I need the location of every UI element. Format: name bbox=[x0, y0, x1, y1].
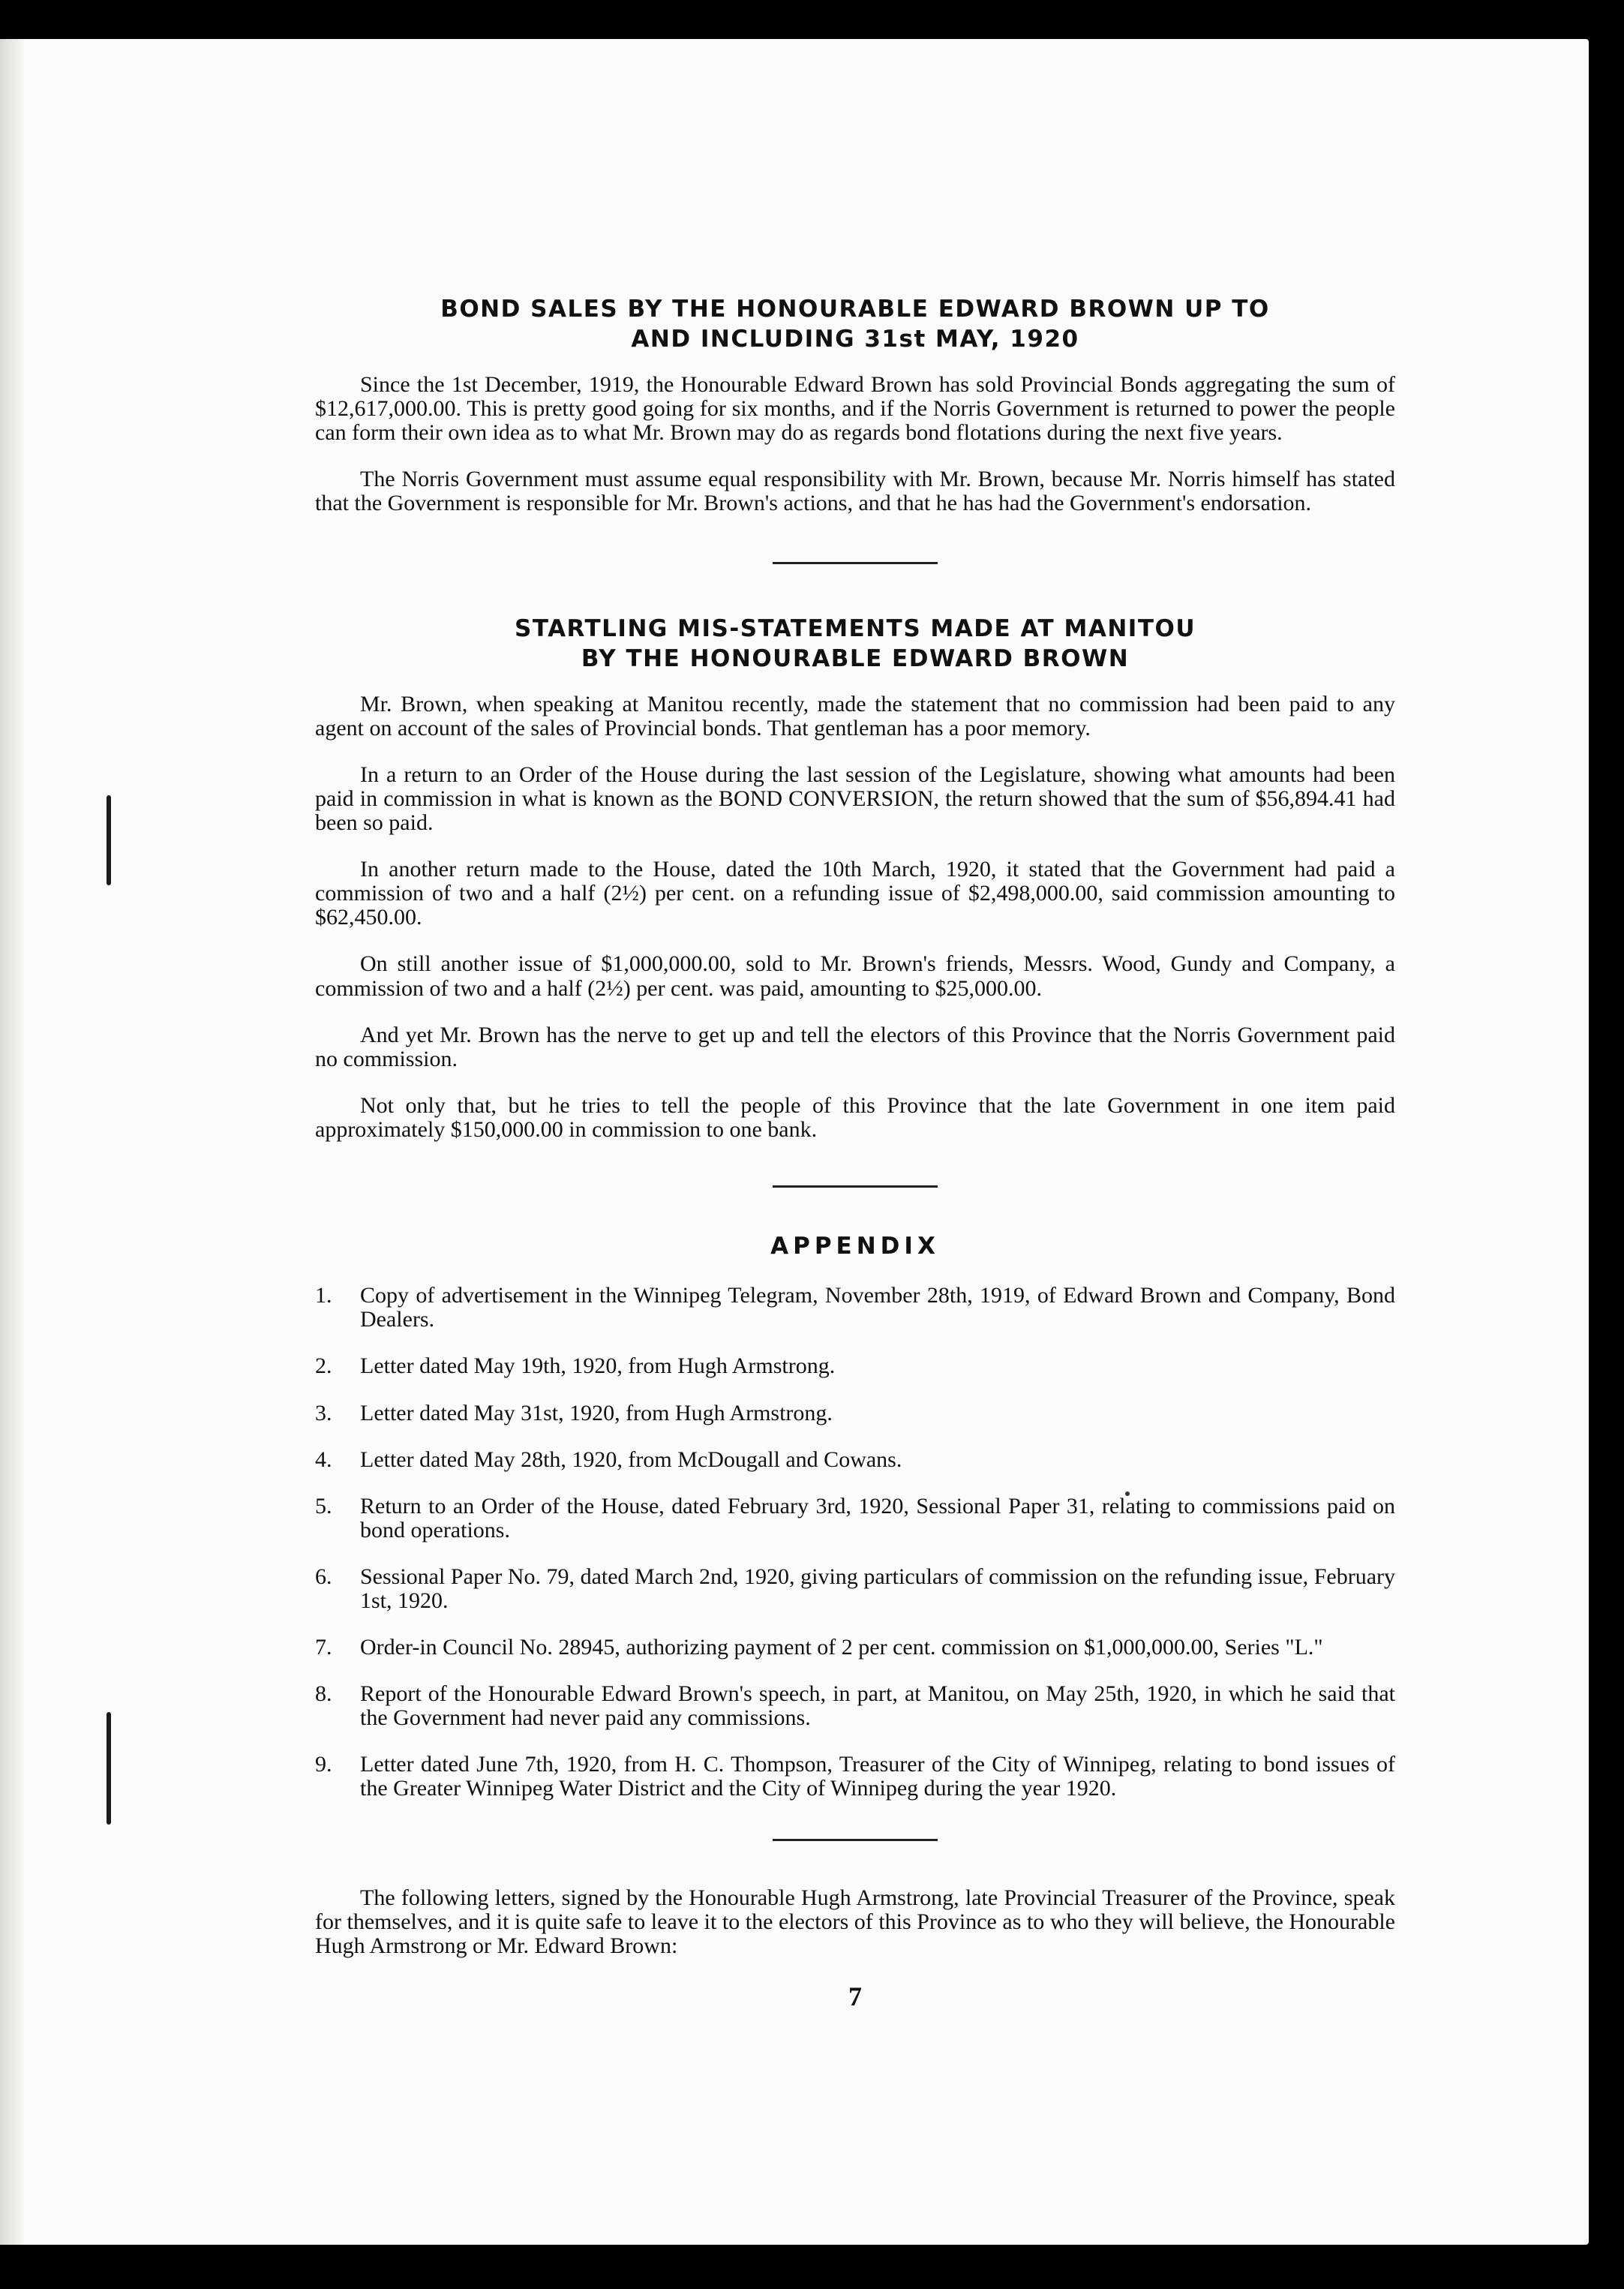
binding-mark-upper bbox=[107, 795, 111, 885]
item-text: Letter dated June 7th, 1920, from H. C. Thompson, Treasurer of the City of Winnipeg, relating to bond issues of the Greater Winnipeg Water District and the City of Winnipeg during the year 1920. bbox=[360, 1752, 1395, 1801]
item-text: Return to an Order of the House, dated February 3rd, 1920, Sessional Paper 31, relating to commissions paid on bond operations. bbox=[360, 1493, 1395, 1543]
paragraph: Not only that, but he tries to tell the people of this Province that the late Government in one item paid approximately $150,000.00 in commission to one bank. bbox=[315, 1092, 1395, 1142]
list-item bbox=[315, 1494, 1395, 1543]
paragraph: Since the 1st December, 1919, the Honourable Edward Brown has sold Provincial Bonds aggregating the sum of $12,617,000.00. This is pretty good going for six months, and if the Norris Government is returned to power the people can form their own idea as to what Mr. Brown may do as regards bond flotations during the next five years. bbox=[315, 371, 1395, 445]
mis-statements-heading bbox=[315, 614, 1395, 674]
item-number: 5. bbox=[315, 1493, 332, 1518]
paragraph: And yet Mr. Brown has the nerve to get up and tell the electors of this Province that the Norris Government paid no commission. bbox=[315, 1022, 1395, 1071]
item-text: Letter dated May 19th, 1920, from Hugh Armstrong. bbox=[360, 1353, 836, 1379]
bond-sales-heading-line2: AND INCLUDING 31st MAY, 1920 bbox=[631, 326, 1079, 353]
mis-statements-section bbox=[315, 614, 1395, 1142]
paragraph: Mr. Brown, when speaking at Manitou recently, made the statement that no commission had been paid to any agent on account of the sales of Provincial bonds. That gentleman has a poor memory. bbox=[315, 691, 1395, 740]
item-text: Sessional Paper No. 79, dated March 2nd, 1920, giving particulars of commission on the refunding issue, February 1st, 1920. bbox=[360, 1564, 1395, 1614]
item-number: 8. bbox=[315, 1681, 332, 1707]
list-item bbox=[315, 1682, 1395, 1730]
appendix-section bbox=[315, 1231, 1395, 1801]
item-number: 4. bbox=[315, 1446, 332, 1472]
item-text: Letter dated May 28th, 1920, from McDougall and Cowans. bbox=[360, 1446, 902, 1472]
list-item bbox=[315, 1448, 1395, 1472]
appendix-heading: APPENDIX bbox=[770, 1232, 940, 1260]
list-item bbox=[315, 1284, 1395, 1332]
page-content bbox=[315, 294, 1395, 2012]
list-item bbox=[315, 1565, 1395, 1613]
list-item bbox=[315, 1753, 1395, 1801]
item-number: 7. bbox=[315, 1635, 332, 1660]
item-text: Copy of advertisement in the Winnipeg Telegram, November 28th, 1919, of Edward Brown and Company, Bond Dealers. bbox=[360, 1283, 1395, 1332]
document-page bbox=[0, 39, 1589, 2245]
closing-paragraph: The following letters, signed by the Honourable Hugh Armstrong, late Provincial Treasurer of the Province, speak for themselves, and it is quite safe to leave it to the electors of this Province as to who they will believe, the Honourable Hugh Armstrong or Mr. Edward Brown: bbox=[315, 1885, 1395, 1958]
item-number: 2. bbox=[315, 1353, 332, 1379]
item-number: 3. bbox=[315, 1400, 332, 1425]
appendix-list bbox=[315, 1284, 1395, 1801]
item-number: 6. bbox=[315, 1564, 332, 1589]
item-number: 9. bbox=[315, 1752, 332, 1777]
mis-statements-heading-line2: BY THE HONOURABLE EDWARD BROWN bbox=[581, 645, 1130, 673]
paragraph: On still another issue of $1,000,000.00, sold to Mr. Brown's friends, Messrs. Wood, Gundy and Company, a commission of two and a half (2½) per cent. was paid, amounting to $25,000.00. bbox=[315, 951, 1395, 1001]
list-item bbox=[315, 1354, 1395, 1378]
list-item bbox=[315, 1636, 1395, 1660]
item-text: Order-in Council No. 28945, authorizing payment of 2 per cent. commission on $1,000,000.00, Series "L." bbox=[360, 1635, 1323, 1660]
item-text: Report of the Honourable Edward Brown's speech, in part, at Manitou, on May 25th, 1920, in which he said that the Government had never paid any commissions. bbox=[360, 1681, 1395, 1731]
page-number: 7 bbox=[848, 1981, 862, 2011]
item-text: Letter dated May 31st, 1920, from Hugh Armstrong. bbox=[360, 1400, 833, 1425]
bond-sales-section bbox=[315, 294, 1395, 515]
page-edge-shadow bbox=[0, 39, 26, 2245]
item-number: 1. bbox=[315, 1283, 332, 1308]
paragraph: In another return made to the House, dated the 10th March, 1920, it stated that the Government had paid a commission of two and a half (2½) per cent. on a refunding issue of $2,498,000.00, said commission amounting to $62,450.00. bbox=[315, 857, 1395, 930]
paragraph: The Norris Government must assume equal responsibility with Mr. Brown, because Mr. Norris himself has stated that the Government is responsible for Mr. Brown's actions, and that he has had the Government's endorsation. bbox=[315, 466, 1395, 515]
mis-statements-heading-line1: STARTLING MIS-STATEMENTS MADE AT MANITOU bbox=[515, 615, 1196, 643]
bond-sales-heading-line1: BOND SALES BY THE HONOURABLE EDWARD BROWN UP TO bbox=[440, 296, 1270, 323]
binding-mark-lower bbox=[107, 1712, 111, 1825]
list-item bbox=[315, 1401, 1395, 1425]
paragraph: In a return to an Order of the House during the last session of the Legislature, showing what amounts had been paid in commission in what is known as the BOND CONVERSION, the return showed that the sum of $56,894.41 had been so paid. bbox=[315, 761, 1395, 836]
bond-sales-heading bbox=[315, 294, 1395, 355]
